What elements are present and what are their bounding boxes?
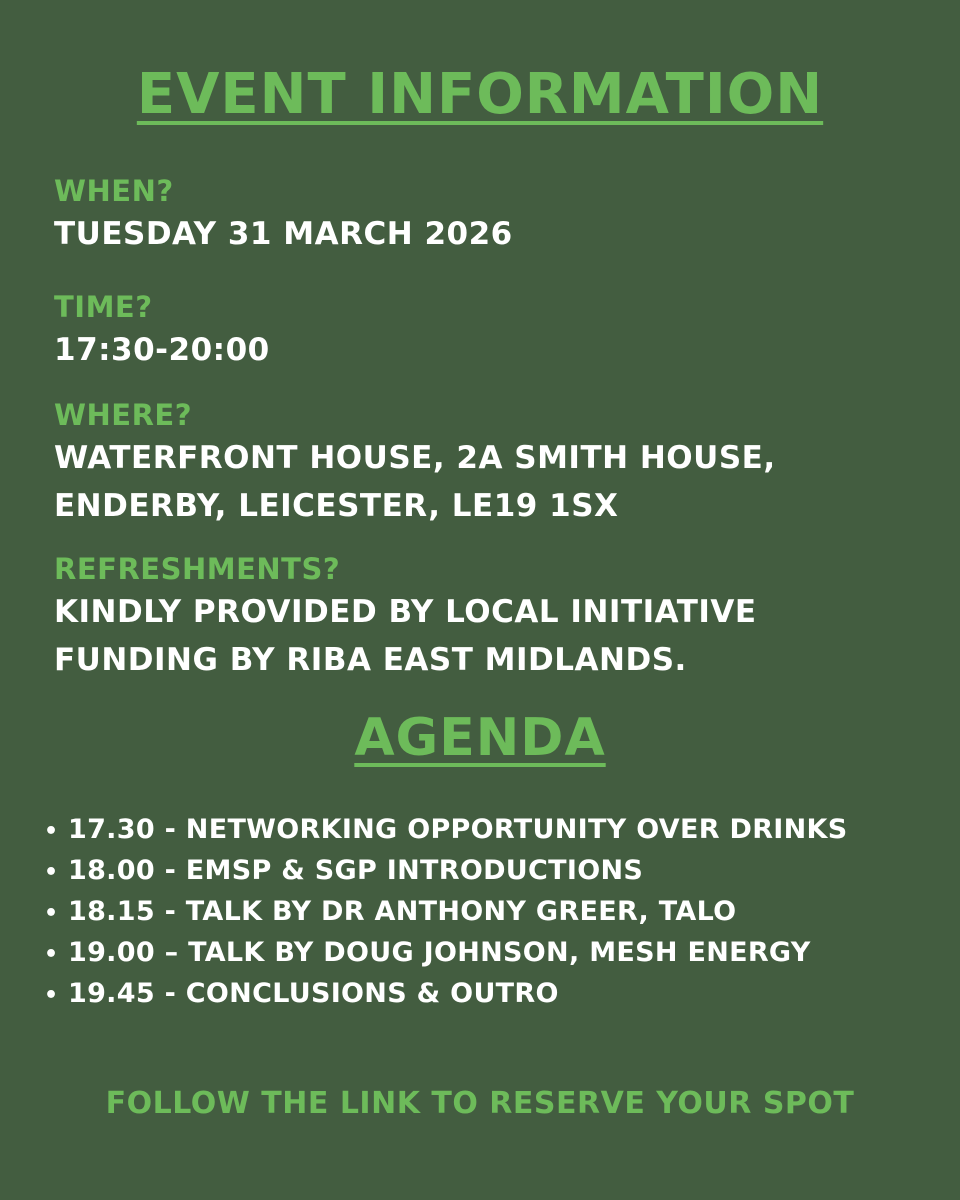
agenda-item-text: 19.00 – TALK BY DOUG JOHNSON, MESH ENERGY xyxy=(68,937,811,968)
refreshments-value-line-1: KINDLY PROVIDED BY LOCAL INITIATIVE xyxy=(54,594,757,630)
when-section xyxy=(54,172,934,258)
agenda-item-text: 18.15 - TALK BY DR ANTHONY GREER, TALO xyxy=(68,896,737,927)
agenda-list xyxy=(44,810,848,1015)
refreshments-value-line-2: FUNDING BY RIBA EAST MIDLANDS. xyxy=(54,642,687,678)
refreshments-label: REFRESHMENTS? xyxy=(54,552,341,586)
bullet-icon: • xyxy=(44,860,59,885)
agenda-item-text: 18.00 - EMSP & SGP INTRODUCTIONS xyxy=(68,855,644,886)
where-label: WHERE? xyxy=(54,398,193,432)
agenda-item-text: 19.45 - CONCLUSIONS & OUTRO xyxy=(68,978,559,1009)
bullet-icon: • xyxy=(44,942,59,967)
agenda-title: AGENDA xyxy=(354,708,606,768)
bullet-icon: • xyxy=(44,901,59,926)
when-value: TUESDAY 31 MARCH 2026 xyxy=(54,216,513,252)
reserve-spot-cta: FOLLOW THE LINK TO RESERVE YOUR SPOT xyxy=(105,1086,855,1121)
time-section xyxy=(54,288,934,374)
agenda-item xyxy=(44,933,848,974)
agenda-item xyxy=(44,851,848,892)
time-value: 17:30-20:00 xyxy=(54,332,270,368)
time-label: TIME? xyxy=(54,290,153,324)
agenda-item xyxy=(44,810,848,851)
where-value-line-1: WATERFRONT HOUSE, 2A SMITH HOUSE, xyxy=(54,440,776,476)
when-label: WHEN? xyxy=(54,174,174,208)
where-section xyxy=(54,396,934,530)
agenda-item xyxy=(44,892,848,933)
refreshments-section xyxy=(54,550,934,684)
where-value-line-2: ENDERBY, LEICESTER, LE19 1SX xyxy=(54,488,619,524)
bullet-icon: • xyxy=(44,983,59,1008)
bullet-icon: • xyxy=(44,819,59,844)
agenda-item xyxy=(44,974,848,1015)
page-title: EVENT INFORMATION xyxy=(136,62,824,127)
agenda-item-text: 17.30 - NETWORKING OPPORTUNITY OVER DRINKS xyxy=(68,814,848,845)
